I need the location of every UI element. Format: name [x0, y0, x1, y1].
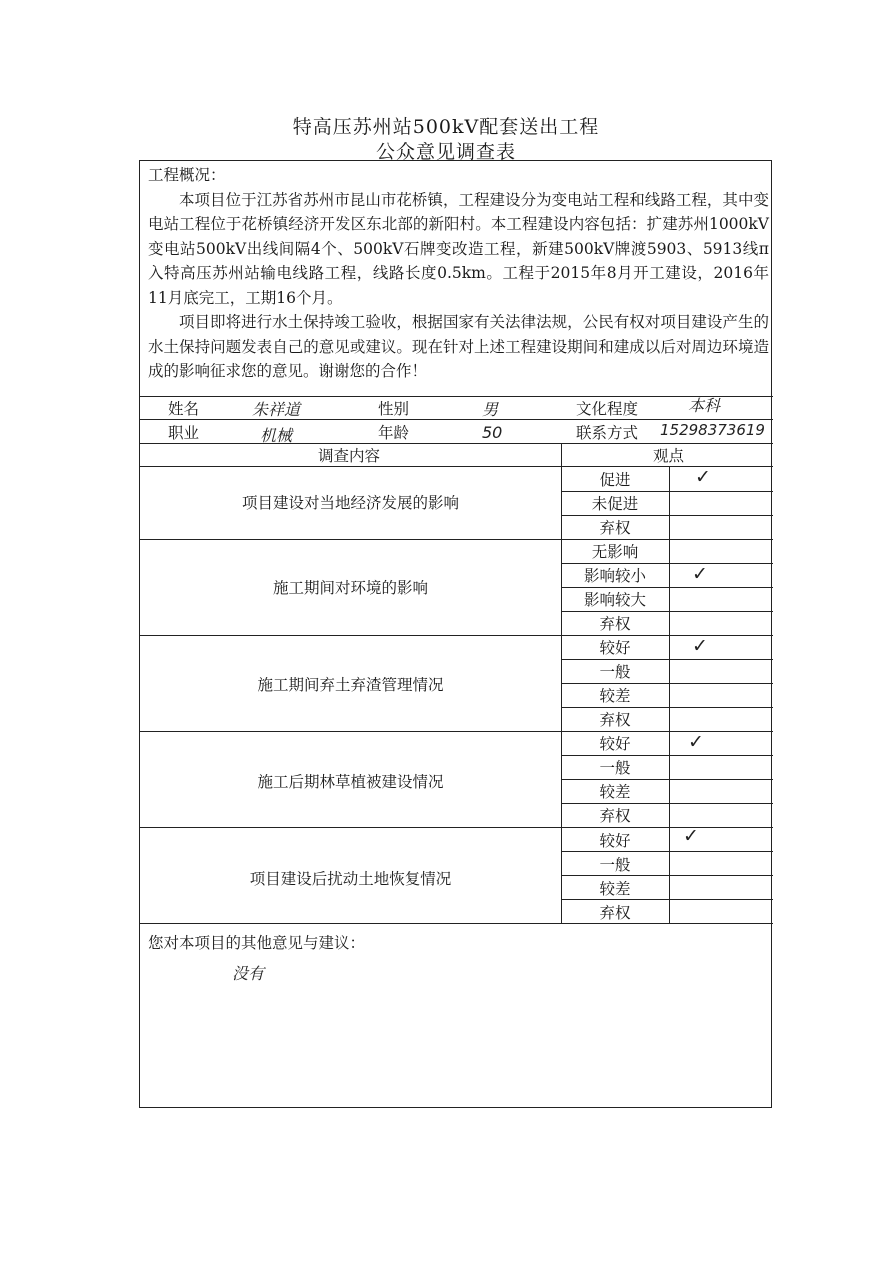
option-label: 弃权 — [599, 904, 631, 922]
option-label: 弃权 — [599, 711, 631, 729]
other-opinions-label: 您对本项目的其他意见与建议： — [148, 934, 366, 952]
age-label: 年龄 — [378, 424, 410, 442]
gender-label: 性别 — [378, 400, 410, 418]
education-label: 文化程度 — [576, 400, 639, 418]
other-opinions-value: 没有 — [232, 964, 265, 983]
check-mark: ✓ — [695, 466, 711, 488]
option-label: 影响较大 — [583, 591, 646, 609]
question-topic: 施工期间弃土弃渣管理情况 — [257, 676, 444, 694]
name-label: 姓名 — [168, 400, 200, 418]
rule — [140, 419, 773, 420]
overview-heading: 工程概况： — [148, 166, 226, 184]
option-label: 一般 — [599, 759, 631, 777]
option-label: 较好 — [599, 832, 631, 850]
rule — [669, 466, 670, 923]
option-label: 促进 — [599, 471, 631, 489]
option-label: 较差 — [599, 880, 631, 898]
rule — [140, 827, 773, 828]
education-value: 本科 — [688, 396, 721, 415]
option-label: 一般 — [599, 663, 631, 681]
name-value: 朱祥道 — [252, 400, 301, 419]
job-value: 机械 — [260, 426, 293, 445]
check-mark: ✓ — [692, 563, 708, 585]
age-value: 50 — [482, 423, 503, 442]
option-label: 影响较小 — [583, 567, 646, 585]
contact-value: 15298373619 — [660, 421, 765, 439]
form-title: 特高压苏州站500kV配套送出工程 — [292, 116, 600, 138]
rule — [561, 491, 773, 492]
gender-value: 男 — [482, 400, 499, 419]
option-label: 一般 — [599, 856, 631, 874]
opinion-header: 观点 — [653, 447, 685, 465]
check-mark: ✓ — [683, 825, 699, 847]
rule — [140, 539, 773, 540]
rule — [140, 466, 773, 467]
rule — [561, 587, 773, 588]
rule — [561, 611, 773, 612]
rule — [140, 923, 773, 924]
rule — [561, 899, 773, 900]
overview-paragraph-2: 项目即将进行水土保持竣工验收，根据国家有关法律法规，公民有权对项目建设产生的水土保持问题发表自己的意见或建议。现在针对上述工程建设期间和建成以后对周边环境造成的影响征求您的意见。谢谢您的合作！ — [148, 313, 769, 380]
question-topic: 施工期间对环境的影响 — [272, 579, 428, 597]
rule — [561, 515, 773, 516]
option-label: 较差 — [599, 687, 631, 705]
option-label: 较好 — [599, 735, 631, 753]
rule — [561, 563, 773, 564]
survey-form — [139, 160, 772, 1108]
question-topic: 施工后期林草植被建设情况 — [257, 773, 444, 791]
option-label: 较差 — [599, 783, 631, 801]
check-mark: ✓ — [692, 635, 708, 657]
rule — [561, 875, 773, 876]
option-label: 弃权 — [599, 807, 631, 825]
rule — [140, 396, 773, 397]
question-topic: 项目建设对当地经济发展的影响 — [241, 494, 459, 512]
rule — [561, 707, 773, 708]
check-mark: ✓ — [688, 731, 704, 753]
option-label: 未促进 — [591, 495, 639, 513]
contact-label: 联系方式 — [576, 424, 639, 442]
option-label: 弃权 — [599, 615, 631, 633]
rule — [140, 731, 773, 732]
rule — [561, 683, 773, 684]
option-label: 弃权 — [599, 519, 631, 537]
project-overview — [140, 161, 773, 397]
form-subtitle: 公众意见调查表 — [375, 141, 516, 163]
option-label: 无影响 — [591, 543, 639, 561]
content-header: 调查内容 — [318, 447, 381, 465]
overview-paragraph-1: 本项目位于江苏省苏州市昆山市花桥镇，工程建设分为变电站工程和线路工程，其中变电站工程位于花桥镇经济开发区东北部的新阳村。本工程建设内容包括：扩建苏州1000kV变电站500kV出线间隔4个、500kV石牌变改造工程，新建500kV牌渡5903、5913线π入特高压苏州站输电线路工程，线路长度0.5km。工程于2015年8月开工建设，2016年11月底完工，工期16个月。 — [148, 190, 769, 307]
rule — [561, 803, 773, 804]
rule — [561, 659, 773, 660]
job-label: 职业 — [168, 424, 200, 442]
rule — [140, 635, 773, 636]
rule — [561, 779, 773, 780]
rule — [561, 851, 773, 852]
option-label: 较好 — [599, 639, 631, 657]
question-topic: 项目建设后扰动土地恢复情况 — [249, 870, 452, 888]
rule — [561, 755, 773, 756]
